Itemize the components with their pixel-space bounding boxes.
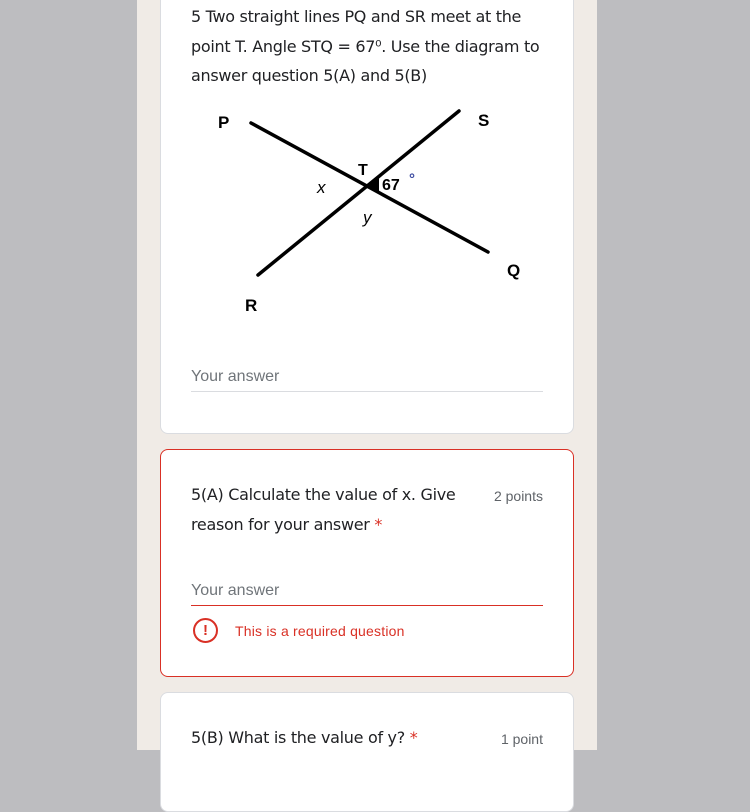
line-sr	[258, 111, 459, 275]
error-icon: !	[193, 618, 218, 643]
label-t: T	[358, 162, 368, 179]
angle-value: 67	[382, 177, 400, 194]
degree-mark: °	[409, 171, 415, 188]
label-y: y	[363, 208, 372, 227]
required-asterisk: *	[409, 728, 418, 747]
question-5-answer-input[interactable]	[191, 362, 543, 392]
geometry-diagram	[201, 111, 541, 341]
question-5a-points: 2 points	[493, 488, 543, 504]
required-error	[193, 618, 405, 643]
question-5a-card	[160, 449, 574, 677]
question-5b-label: 5(B) What is the value of y?	[191, 728, 405, 747]
question-5a-label: 5(A) Calculate the value of x. Give reason for your answer	[191, 485, 456, 534]
label-q: Q	[507, 261, 521, 280]
question-5a-answer-input[interactable]	[191, 576, 543, 606]
question-5a-text	[191, 480, 461, 539]
error-message: This is a required question	[235, 622, 405, 639]
question-5b-card	[160, 692, 574, 812]
label-x: x	[317, 178, 326, 197]
required-asterisk: *	[374, 514, 383, 534]
label-s: S	[478, 111, 490, 130]
question-5-card	[160, 0, 574, 434]
question-5b-points: 1 point	[500, 731, 543, 747]
label-p: P	[218, 113, 230, 132]
question-5b-text	[191, 723, 481, 753]
label-r: R	[245, 296, 258, 315]
question-5-text: 5 Two straight lines PQ and SR meet at the point T. Angle STQ = 67⁰. Use the diagram to answer question 5(A) and 5(B)	[191, 7, 540, 85]
form-page	[137, 0, 597, 750]
